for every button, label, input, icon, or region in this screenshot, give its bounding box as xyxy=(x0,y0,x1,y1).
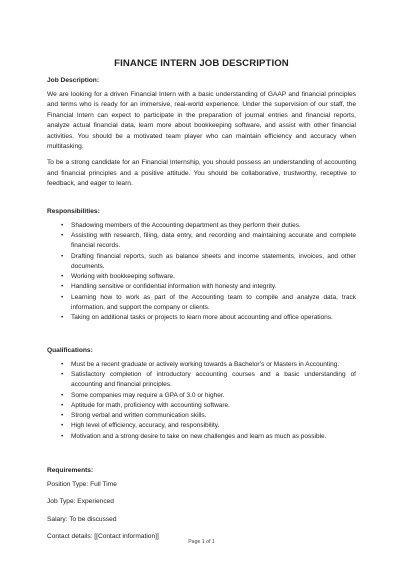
job-type: Job Type: Experienced xyxy=(47,498,114,506)
responsibility-item: • Learning how to work as part of the Accounting team to compile and analyze data, track information, and support the company or clients. xyxy=(47,293,356,314)
requirements-heading: Requirements: xyxy=(47,467,94,474)
document-title: FINANCE INTERN JOB DESCRIPTION xyxy=(114,58,289,69)
responsibility-item: • Shadowing members of the Accounting department as they perform their duties. xyxy=(47,221,356,231)
job-description-paragraph-2: To be a strong candidate for an Financial Internship, you should possess an understanding of accounting and financial principles and a positive attitude. You should be collaborative, trustworthy, receptive to feedback, and eager to learn. xyxy=(47,159,356,188)
qualification-item: • Strong verbal and written communication skills. xyxy=(47,411,356,421)
job-description-paragraph-1: We are looking for a driven Financial Intern with a basic understanding of GAAP and financial principles and terms who is ready for an immersive, real-world experience. Under the supervision of our staff, the Financial Intern can expect to participate in the preparation of journal entries and financial reports, analyze actual financial data, learn more about bookkeeping software, and assist with other financial activities. You should be a motivated team player who can maintain efficiency and accuracy when multitasking. xyxy=(47,91,356,151)
salary: Salary: To be discussed xyxy=(47,515,117,523)
qualifications-heading: Qualifications: xyxy=(47,346,93,354)
responsibility-item: • Drafting financial reports, such as balance sheets and income statements, invoices, and other documents. xyxy=(47,252,356,273)
responsibility-item: • Handling sensitive or confidential information with honesty and integrity. xyxy=(47,282,356,292)
responsibilities-list xyxy=(47,221,356,324)
qualification-item: • Must be a recent graduate or actively working towards a Bachelor’s or Masters in Accounting. xyxy=(47,360,356,370)
responsibilities-heading: Responsibilities: xyxy=(47,207,100,215)
position-type: Position Type: Full Time xyxy=(47,481,117,488)
responsibility-item: • Taking on additional tasks or projects to learn more about accounting and office operations. xyxy=(47,313,356,323)
contact-details: Contact details: [[Contact information]] xyxy=(47,533,159,541)
qualification-item: • High level of efficiency, accuracy, and responsibility. xyxy=(47,421,356,431)
job-description-heading: Job Description: xyxy=(47,77,100,84)
qualification-item: • Satisfactory completion of introductory accounting courses and a basic understanding of accounting and financial principles. xyxy=(47,370,356,391)
responsibility-item: • Assisting with research, filing, data entry, and recording and maintaining accurate and complete financial records. xyxy=(47,231,356,252)
qualification-item: • Motivation and a strong desire to take on new challenges and learn as much as possible. xyxy=(47,432,356,442)
qualifications-list xyxy=(47,360,356,442)
qualification-item: • Some companies may require a GPA of 3.0 or higher. xyxy=(47,391,356,401)
responsibility-item: • Working with bookkeeping software. xyxy=(47,272,356,282)
page-number-footer: Page 1 of 1 xyxy=(188,539,215,545)
qualification-item: • Aptitude for math, proficiency with accounting software. xyxy=(47,401,356,411)
